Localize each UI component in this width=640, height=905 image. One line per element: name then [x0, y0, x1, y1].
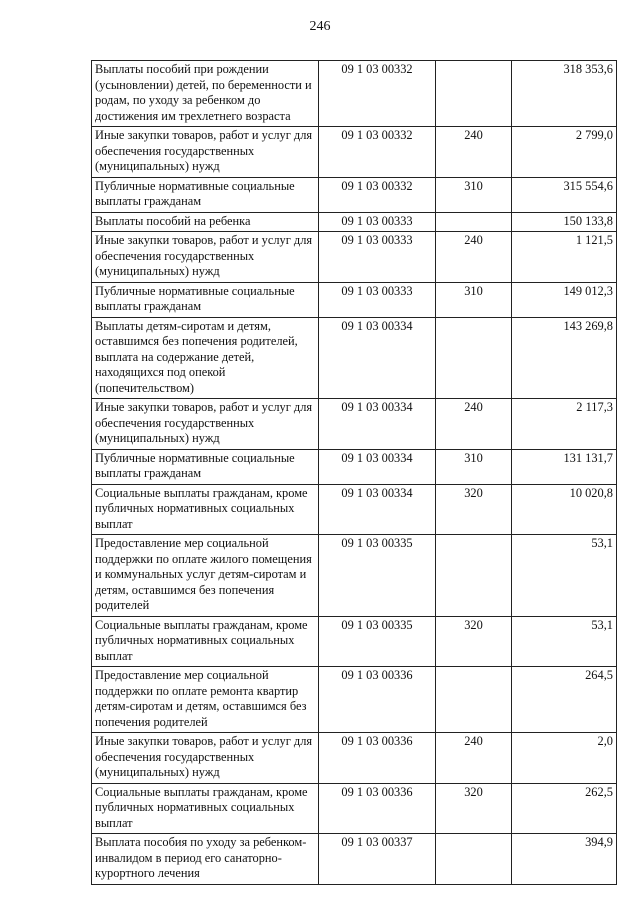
expense-type-cell: 310 — [436, 177, 512, 212]
amount-cell: 2,0 — [512, 733, 617, 784]
page-number: 246 — [309, 19, 331, 34]
amount-cell: 10 020,8 — [512, 484, 617, 535]
amount-cell: 1 121,5 — [512, 232, 617, 283]
name-cell: Социальные выплаты гражданам, кроме публичных нормативных социальных выплат — [92, 783, 319, 834]
budget-table — [91, 60, 617, 885]
table-row — [92, 232, 617, 283]
name-cell: Публичные нормативные социальные выплаты гражданам — [92, 282, 319, 317]
expense-type-cell: 320 — [436, 616, 512, 667]
code-cell: 09 1 03 00332 — [319, 127, 436, 178]
table-row — [92, 667, 617, 733]
table-row — [92, 399, 617, 450]
table-row — [92, 535, 617, 617]
budget-table-body — [92, 61, 617, 885]
code-cell: 09 1 03 00336 — [319, 783, 436, 834]
amount-cell: 394,9 — [512, 834, 617, 885]
expense-type-cell: 240 — [436, 733, 512, 784]
amount-cell: 150 133,8 — [512, 212, 617, 232]
amount-cell: 143 269,8 — [512, 317, 617, 399]
name-cell: Иные закупки товаров, работ и услуг для обеспечения государственных (муниципальных) нужд — [92, 733, 319, 784]
code-cell: 09 1 03 00337 — [319, 834, 436, 885]
expense-type-cell — [436, 212, 512, 232]
expense-type-cell — [436, 834, 512, 885]
code-cell: 09 1 03 00336 — [319, 667, 436, 733]
amount-cell: 318 353,6 — [512, 61, 617, 127]
expense-type-cell: 320 — [436, 783, 512, 834]
amount-cell: 2 117,3 — [512, 399, 617, 450]
name-cell: Выплаты детям-сиротам и детям, оставшимся без попечения родителей, выплата на содержание детей, находящихся под опекой (попечительством) — [92, 317, 319, 399]
table-row — [92, 733, 617, 784]
table-row — [92, 127, 617, 178]
name-cell: Публичные нормативные социальные выплаты гражданам — [92, 449, 319, 484]
table-row — [92, 449, 617, 484]
expense-type-cell: 320 — [436, 484, 512, 535]
code-cell: 09 1 03 00333 — [319, 232, 436, 283]
code-cell: 09 1 03 00335 — [319, 535, 436, 617]
name-cell: Публичные нормативные социальные выплаты гражданам — [92, 177, 319, 212]
name-cell: Выплаты пособий при рождении (усыновлении) детей, по беременности и родам, по уходу за ребенком до достижения им трехлетнего возраста — [92, 61, 319, 127]
expense-type-cell: 310 — [436, 449, 512, 484]
code-cell: 09 1 03 00334 — [319, 484, 436, 535]
expense-type-cell: 240 — [436, 399, 512, 450]
table-row — [92, 61, 617, 127]
table-row — [92, 783, 617, 834]
table-row — [92, 177, 617, 212]
name-cell: Выплата пособия по уходу за ребенком-инвалидом в период его санаторно-курортного лечения — [92, 834, 319, 885]
amount-cell: 264,5 — [512, 667, 617, 733]
expense-type-cell: 240 — [436, 232, 512, 283]
expense-type-cell — [436, 535, 512, 617]
amount-cell: 315 554,6 — [512, 177, 617, 212]
code-cell: 09 1 03 00334 — [319, 317, 436, 399]
name-cell: Иные закупки товаров, работ и услуг для обеспечения государственных (муниципальных) нужд — [92, 399, 319, 450]
expense-type-cell: 240 — [436, 127, 512, 178]
name-cell: Предоставление мер социальной поддержки по оплате ремонта квартир детям-сиротам и детям, оставшимся без попечения родителей — [92, 667, 319, 733]
amount-cell: 53,1 — [512, 616, 617, 667]
expense-type-cell — [436, 61, 512, 127]
code-cell: 09 1 03 00334 — [319, 399, 436, 450]
table-row — [92, 282, 617, 317]
amount-cell: 53,1 — [512, 535, 617, 617]
expense-type-cell: 310 — [436, 282, 512, 317]
table-row — [92, 616, 617, 667]
table-row — [92, 834, 617, 885]
amount-cell: 131 131,7 — [512, 449, 617, 484]
name-cell: Выплаты пособий на ребенка — [92, 212, 319, 232]
expense-type-cell — [436, 317, 512, 399]
code-cell: 09 1 03 00334 — [319, 449, 436, 484]
name-cell: Предоставление мер социальной поддержки по оплате жилого помещения и коммунальных услуг детям-сиротам и детям, оставшимся без попечения родителей — [92, 535, 319, 617]
name-cell: Иные закупки товаров, работ и услуг для обеспечения государственных (муниципальных) нужд — [92, 232, 319, 283]
name-cell: Иные закупки товаров, работ и услуг для обеспечения государственных (муниципальных) нужд — [92, 127, 319, 178]
table-row — [92, 212, 617, 232]
code-cell: 09 1 03 00332 — [319, 61, 436, 127]
name-cell: Социальные выплаты гражданам, кроме публичных нормативных социальных выплат — [92, 616, 319, 667]
expense-type-cell — [436, 667, 512, 733]
code-cell: 09 1 03 00333 — [319, 282, 436, 317]
amount-cell: 2 799,0 — [512, 127, 617, 178]
amount-cell: 262,5 — [512, 783, 617, 834]
code-cell: 09 1 03 00332 — [319, 177, 436, 212]
table-row — [92, 317, 617, 399]
amount-cell: 149 012,3 — [512, 282, 617, 317]
code-cell: 09 1 03 00333 — [319, 212, 436, 232]
name-cell: Социальные выплаты гражданам, кроме публичных нормативных социальных выплат — [92, 484, 319, 535]
table-row — [92, 484, 617, 535]
code-cell: 09 1 03 00336 — [319, 733, 436, 784]
code-cell: 09 1 03 00335 — [319, 616, 436, 667]
